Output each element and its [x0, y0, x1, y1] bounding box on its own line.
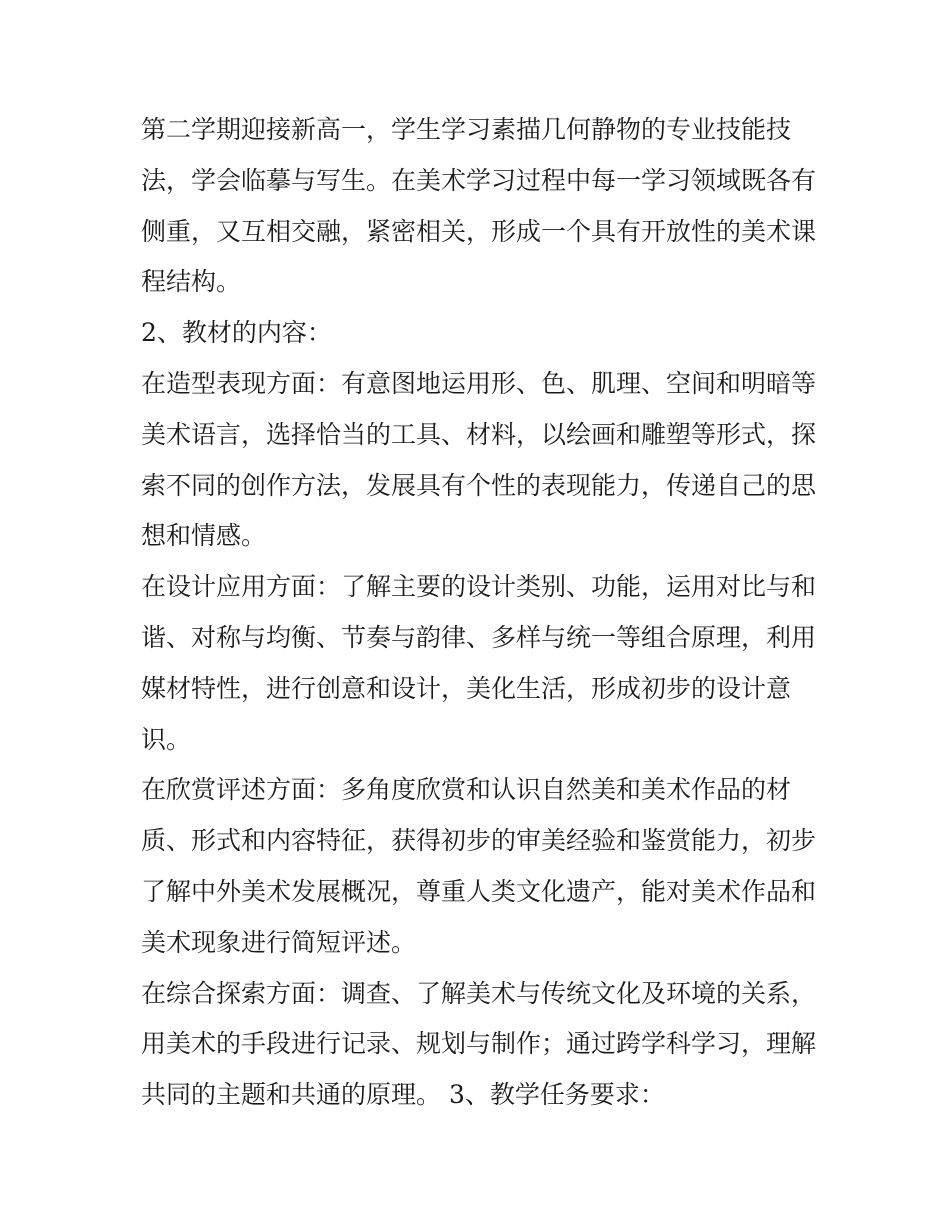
text-line: 程结构。: [141, 267, 242, 297]
text-line: 美术现象进行简短评述。: [141, 927, 417, 957]
text-line: 索不同的创作方法，发展具有个性的表现能力，传递自己的思: [141, 470, 817, 500]
section-heading: 2、教材的内容：: [141, 318, 332, 348]
text-line: 共同的主题和共通的原理。 3、教学任务要求：: [141, 1080, 665, 1110]
text-line: 质、形式和内容特征，获得初步的审美经验和鉴赏能力，初步: [141, 826, 817, 856]
text-line: 侧重，又互相交融，紧密相关，形成一个具有开放性的美术课: [141, 216, 817, 246]
text-line: 法，学会临摹与写生。在美术学习过程中每一学习领域既各有: [141, 165, 817, 195]
document-body: [141, 105, 817, 1121]
text-line: 在综合探索方面：调查、了解美术与传统文化及环境的关系，: [141, 978, 817, 1008]
text-line: 想和情感。: [141, 521, 267, 551]
text-line: 媒材特性，进行创意和设计，美化生活，形成初步的设计意: [141, 673, 792, 703]
text-line: 用美术的手段进行记录、规划与制作；通过跨学科学习，理解: [141, 1029, 817, 1059]
text-line: 了解中外美术发展概况，尊重人类文化遗产，能对美术作品和: [141, 876, 817, 906]
text-line: 美术语言，选择恰当的工具、材料，以绘画和雕塑等形式，探: [141, 419, 817, 449]
text-line: 在欣赏评述方面：多角度欣赏和认识自然美和美术作品的材: [141, 775, 792, 805]
text-line: 在设计应用方面：了解主要的设计类别、功能，运用对比与和: [141, 572, 817, 602]
text-line: 谐、对称与均衡、节奏与韵律、多样与统一等组合原理，利用: [141, 622, 817, 652]
text-line: 第二学期迎接新高一，学生学习素描几何静物的专业技能技: [141, 115, 792, 144]
text-line: 识。: [141, 724, 192, 754]
text-line: 在造型表现方面：有意图地运用形、色、肌理、空间和明暗等: [141, 368, 817, 398]
